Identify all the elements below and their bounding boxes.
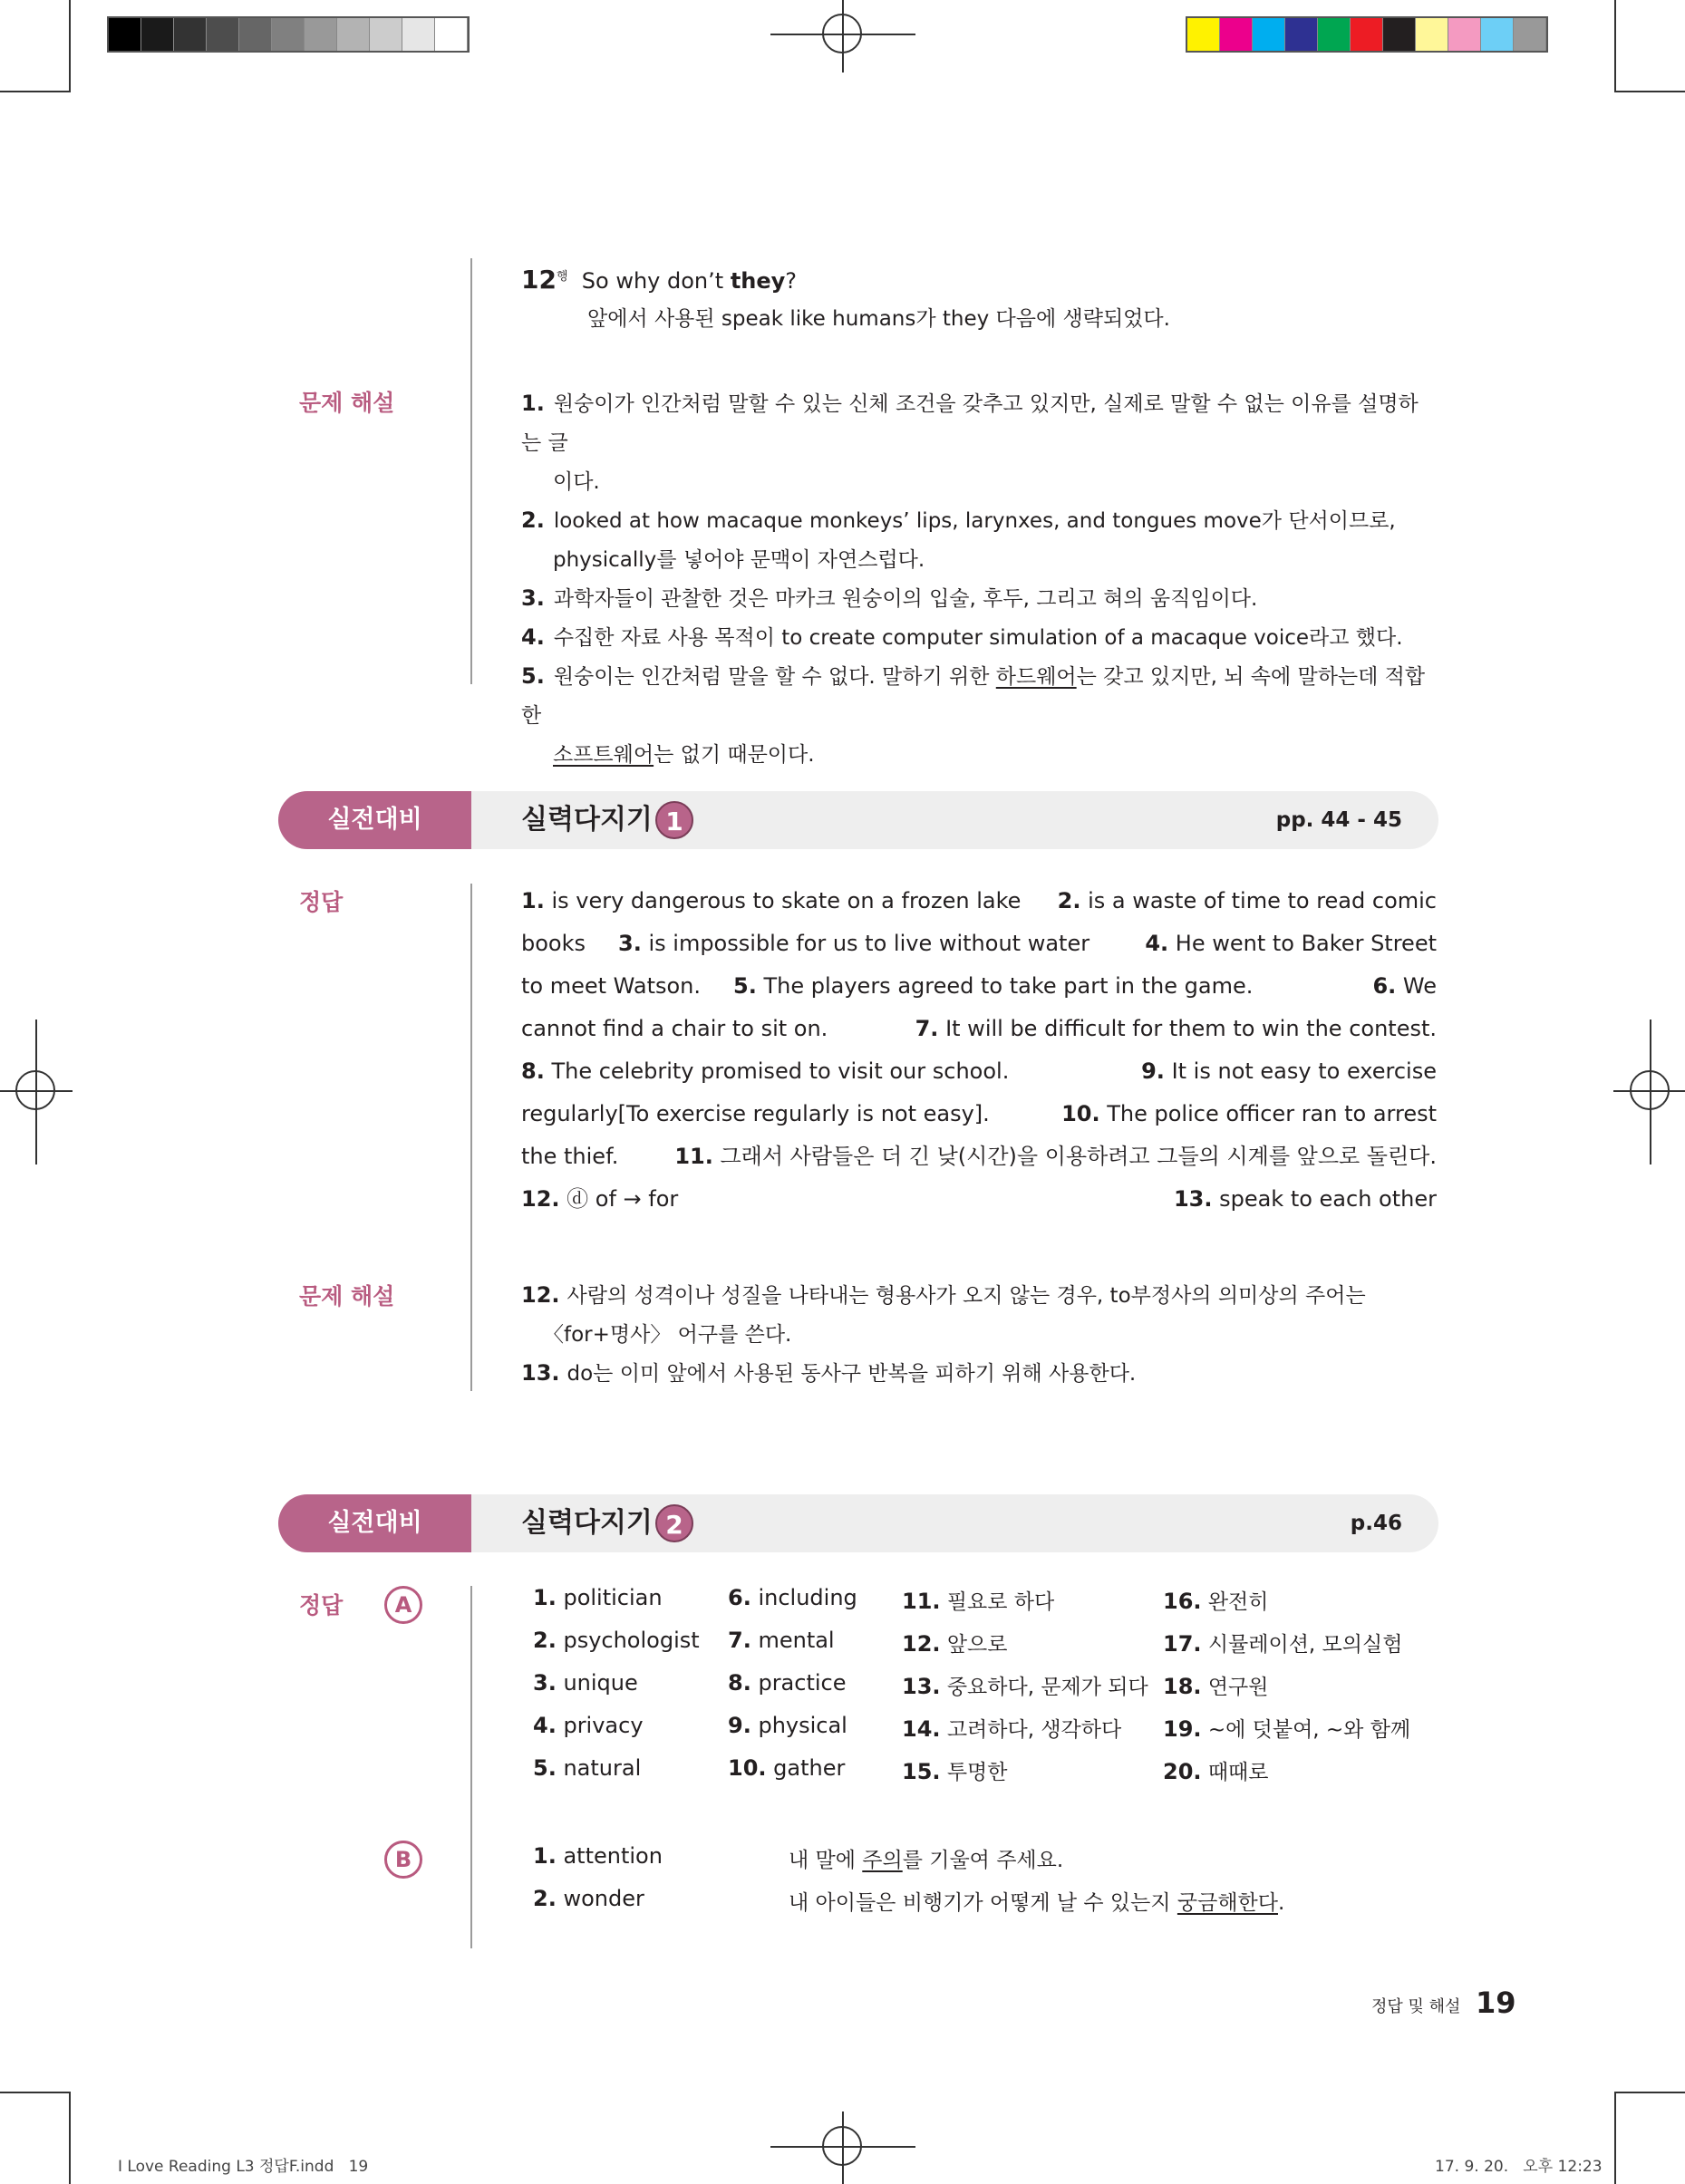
- answer-text: The players agreed to take part in the game.: [756, 973, 1254, 999]
- vocab-number: 1.: [533, 1843, 557, 1869]
- item-text: 이다.: [553, 470, 600, 494]
- explanation-item: [521, 384, 1437, 501]
- answer-text: speak to each other: [1212, 1186, 1437, 1212]
- item-text: 과학자들이 관찰한 것은 마카크 원숭이의 입술, 후두, 그리고 혀의 움직임이다.: [553, 587, 1258, 611]
- vocab-answer: 투명한: [940, 1761, 1008, 1784]
- vocab-item: [902, 1628, 1007, 1657]
- item-number: 5.: [521, 663, 545, 689]
- color-swatch: [1253, 18, 1285, 51]
- answer-number: 12.: [521, 1186, 560, 1212]
- vocab-number: 4.: [533, 1713, 557, 1738]
- vocab-number: 10.: [728, 1755, 767, 1781]
- item-text: 수집한 자료 사용 목적이 to create computer simulation of a macaque voice라고 했다.: [553, 626, 1403, 650]
- slug-date: 17. 9. 20. 오후 12:23: [1435, 2158, 1603, 2176]
- explanation-item: [521, 1354, 1437, 1393]
- answer-number: 8.: [521, 1058, 545, 1084]
- answer-text: books: [521, 931, 586, 956]
- vocab-number: 18.: [1163, 1674, 1202, 1699]
- answer-text: We: [1396, 973, 1437, 999]
- line-note: [521, 258, 1428, 338]
- crop-mark: [69, 2092, 71, 2184]
- vocab-item: [1163, 1755, 1268, 1785]
- vocab-item: [1163, 1628, 1402, 1657]
- vocab-item: [728, 1670, 847, 1696]
- answer-number: 7.: [915, 1016, 939, 1041]
- vocab-item: [902, 1755, 1007, 1785]
- sentence-underlined: 주의: [862, 1849, 903, 1872]
- gray-swatch: [207, 18, 239, 51]
- answer-number: 9.: [1141, 1058, 1165, 1084]
- answer-segment: [733, 973, 1253, 999]
- item-text: 는 없기 때문이다.: [654, 743, 815, 767]
- answer-number: 6.: [1372, 973, 1397, 999]
- vocab-answer: unique: [556, 1670, 638, 1696]
- answer-text: is a waste of time to read comic: [1080, 888, 1437, 913]
- sentence-text: 내 아이들은 비행기가 어떻게 날 수 있는지: [789, 1891, 1177, 1915]
- section-label: 문제 해설: [299, 390, 395, 416]
- answer-number: 2.: [1057, 888, 1081, 913]
- vocab-answer: 고려하다, 생각하다: [940, 1718, 1122, 1742]
- crop-mark: [1614, 0, 1616, 91]
- item-underlined: 하드웨어: [995, 665, 1077, 689]
- vocab-number: 1.: [533, 1585, 557, 1610]
- vocab-item: [533, 1755, 641, 1781]
- answer-segment: [1145, 931, 1437, 956]
- vocab-answer: privacy: [556, 1713, 644, 1738]
- item-number: 2.: [521, 507, 545, 533]
- note-text: So why don’t: [581, 268, 731, 294]
- gray-swatch: [370, 18, 402, 51]
- vocab-number: 8.: [728, 1670, 751, 1696]
- answer-text: The celebrity promised to visit our school.: [544, 1058, 1010, 1084]
- vocab-number: 13.: [902, 1674, 941, 1699]
- color-swatch: [1514, 18, 1546, 51]
- section-label: 문제 해설: [299, 1283, 395, 1309]
- item-text: 원숭이는 인간처럼 말을 할 수 없다. 말하기 위한: [553, 665, 996, 689]
- vocab-answer: 중요하다, 문제가 되다: [940, 1676, 1148, 1699]
- answer-number: 11.: [674, 1144, 713, 1169]
- answer-number: 10.: [1061, 1101, 1100, 1126]
- page-number: 19: [1476, 1986, 1516, 2020]
- answer-segment: [1061, 1101, 1437, 1126]
- item-text: physically를 넣어야 문맥이 자연스럽다.: [553, 548, 925, 572]
- vocab-number: 19.: [1163, 1716, 1202, 1742]
- gray-swatch: [305, 18, 337, 51]
- line-number: 12: [521, 265, 557, 295]
- item-number: 1.: [521, 391, 545, 416]
- vocab-number: 5.: [533, 1755, 557, 1781]
- answers-paragraph: [521, 880, 1437, 1221]
- vocab-answer: 앞으로: [940, 1633, 1008, 1657]
- answer-line: [521, 965, 1437, 1008]
- sentence-text: .: [1277, 1891, 1285, 1915]
- color-swatch: [1416, 18, 1448, 51]
- vocab-number: 2.: [533, 1886, 557, 1911]
- color-swatch-bar: [1186, 16, 1548, 53]
- example-sentence: [789, 1886, 1284, 1916]
- section-header-1: [278, 791, 1438, 849]
- answer-number: 3.: [618, 931, 642, 956]
- section-number-badge: 2: [655, 1504, 693, 1542]
- vocab-number: 7.: [728, 1628, 751, 1653]
- answer-text: It will be difficult for them to win the contest.: [938, 1016, 1437, 1041]
- slug-file-info: I Love Reading L3 정답F.indd 19: [118, 2158, 369, 2176]
- answer-text: 그래서 사람들은 더 긴 낮(시간)을 이용하려고 그들의 시계를 앞으로 돌린다.: [712, 1144, 1437, 1169]
- vocab-word: [533, 1843, 663, 1869]
- margin-rule: [470, 1586, 472, 1948]
- vocab-item: [902, 1713, 1121, 1743]
- sentence-text: 를 기울여 주세요.: [902, 1849, 1064, 1872]
- answer-segment: [674, 1144, 1437, 1169]
- page-reference: p.46: [1350, 1512, 1402, 1535]
- vocab-number: 14.: [902, 1716, 941, 1742]
- item-text: looked at how macaque monkeys’ lips, larynxes, and tongues move가 단서이므로,: [553, 509, 1396, 533]
- answer-line: [521, 1093, 1437, 1135]
- explanation-item: [521, 657, 1437, 774]
- item-number: 3.: [521, 585, 545, 611]
- gray-swatch: [402, 18, 435, 51]
- vocab-answer: mental: [751, 1628, 835, 1653]
- vocab-answer: practice: [751, 1670, 847, 1696]
- vocab-answer: politician: [556, 1585, 663, 1610]
- note-explanation: 앞에서 사용된 speak like humans가 they 다음에 생략되었다.: [587, 307, 1170, 331]
- note-text: ?: [785, 268, 798, 294]
- section-tag: 실전대비: [278, 791, 471, 849]
- section-number-badge: 1: [655, 801, 693, 839]
- color-swatch: [1187, 18, 1220, 51]
- vocab-number: 12.: [902, 1631, 941, 1657]
- answer-segment: [521, 931, 586, 956]
- color-swatch: [1448, 18, 1481, 51]
- vocab-answer: gather: [766, 1755, 846, 1781]
- gray-swatch: [109, 18, 141, 51]
- item-underlined: 소프트웨어: [553, 743, 654, 767]
- vocab-item: [533, 1713, 644, 1738]
- vocab-number: 17.: [1163, 1631, 1202, 1657]
- vocab-number: 3.: [533, 1670, 557, 1696]
- vocab-item: [728, 1755, 845, 1781]
- answer-segment: [618, 931, 1089, 956]
- color-swatch: [1220, 18, 1253, 51]
- answer-line: [521, 923, 1437, 965]
- answer-text: The police officer ran to arrest: [1099, 1101, 1437, 1126]
- vocab-number: 6.: [728, 1585, 751, 1610]
- vocab-number: 11.: [902, 1589, 941, 1614]
- crop-mark: [1614, 2092, 1616, 2184]
- vocab-answer: 때때로: [1201, 1761, 1269, 1784]
- answers-label: 정답: [299, 1592, 344, 1619]
- vocab-answer: physical: [751, 1713, 847, 1738]
- answer-segment: [521, 1144, 618, 1169]
- explanation-item: [521, 1276, 1437, 1354]
- answer-segment: [521, 1101, 990, 1126]
- crop-mark: [69, 0, 71, 91]
- vocab-answer: 완전히: [1201, 1590, 1269, 1614]
- item-text: 는 갖고 있지만, 뇌 속에 말하는데 적합한: [521, 665, 1426, 728]
- gray-swatch: [337, 18, 370, 51]
- vocab-answer: 시뮬레이션, 모의실험: [1201, 1633, 1403, 1657]
- vocab-item: [902, 1585, 1054, 1615]
- answer-segment: [521, 1058, 1009, 1084]
- vocab-answer: attention: [556, 1843, 663, 1869]
- answer-segment: [521, 973, 701, 999]
- vocab-item: [728, 1713, 847, 1738]
- margin-rule: [470, 884, 472, 1391]
- answer-number: 5.: [733, 973, 757, 999]
- gray-swatch: [174, 18, 207, 51]
- answer-segment: [1141, 1058, 1437, 1084]
- answer-text: is impossible for us to live without water: [641, 931, 1090, 956]
- part-b-badge: B: [384, 1841, 422, 1879]
- answers-label: 정답: [299, 889, 344, 915]
- item-number: 12.: [521, 1282, 560, 1308]
- crop-mark: [0, 91, 71, 92]
- vocab-item: [533, 1628, 700, 1653]
- section-title: 실력다지기: [521, 804, 653, 836]
- answer-text: He went to Baker Street: [1168, 931, 1437, 956]
- vocab-answer: wonder: [556, 1886, 644, 1911]
- item-number: 4.: [521, 624, 545, 650]
- section-tag: 실전대비: [278, 1494, 471, 1552]
- vocab-number: 2.: [533, 1628, 557, 1653]
- color-swatch: [1318, 18, 1351, 51]
- vocab-answer: 연구원: [1201, 1676, 1269, 1699]
- item-text: 사람의 성격이나 성질을 나타내는 형용사가 오지 않는 경우, to부정사의 의미상의 주어는: [567, 1284, 1366, 1308]
- color-swatch: [1351, 18, 1383, 51]
- answer-text: the thief.: [521, 1144, 619, 1169]
- vocab-item: [1163, 1713, 1410, 1743]
- vocab-item: [1163, 1585, 1268, 1615]
- gray-swatch: [435, 18, 468, 51]
- sentence-underlined: 궁금해한다: [1177, 1891, 1278, 1915]
- gray-swatch: [239, 18, 272, 51]
- crop-mark: [0, 2092, 71, 2093]
- footer-label: 정답 및 해설: [1371, 1997, 1461, 2016]
- vocab-word: [533, 1886, 644, 1911]
- answer-text: ⓓ of → for: [559, 1186, 679, 1212]
- item-text: do는 이미 앞에서 사용된 동사구 반복을 피하기 위해 사용한다.: [567, 1362, 1137, 1386]
- vocab-item: [728, 1628, 835, 1653]
- answer-text: It is not easy to exercise: [1164, 1058, 1437, 1084]
- vocab-answer: natural: [556, 1755, 642, 1781]
- section-title: 실력다지기: [521, 1507, 653, 1539]
- vocab-number: 9.: [728, 1713, 751, 1738]
- vocab-answer: psychologist: [556, 1628, 700, 1653]
- sentence-text: 내 말에: [789, 1849, 863, 1872]
- answer-text: regularly[To exercise regularly is not easy].: [521, 1101, 990, 1126]
- color-swatch: [1481, 18, 1514, 51]
- answer-line: [521, 1178, 1437, 1221]
- answer-line: [521, 1135, 1437, 1178]
- answer-segment: [521, 1016, 828, 1041]
- answer-number: 1.: [521, 888, 545, 913]
- answer-segment: [1174, 1186, 1437, 1212]
- answer-segment: [915, 1016, 1437, 1041]
- answer-line: [521, 880, 1437, 923]
- vocab-answer: 필요로 하다: [940, 1590, 1055, 1614]
- vocab-answer: ~에 덧붙여, ~와 함께: [1201, 1718, 1411, 1742]
- example-sentence: [789, 1843, 1063, 1873]
- explanation-item: [521, 501, 1437, 579]
- answer-line: [521, 1008, 1437, 1050]
- crop-mark: [1614, 2092, 1685, 2093]
- answer-text: cannot find a chair to sit on.: [521, 1016, 828, 1041]
- note-emphasis: they: [730, 268, 786, 294]
- answer-segment: [1372, 973, 1437, 999]
- item-text: 원숭이가 인간처럼 말할 수 있는 신체 조건을 갖추고 있지만, 실제로 말할 수 없는 이유를 설명하는 글: [521, 392, 1419, 455]
- answer-number: 4.: [1145, 931, 1169, 956]
- answer-text: is very dangerous to skate on a frozen lake: [544, 888, 1022, 913]
- answer-segment: [1058, 888, 1437, 913]
- vocab-item: [1163, 1670, 1268, 1700]
- explanation-item: [521, 579, 1437, 618]
- answer-segment: [521, 1186, 678, 1212]
- gray-swatch: [141, 18, 174, 51]
- vocab-item: [533, 1585, 663, 1610]
- vocab-number: 16.: [1163, 1589, 1202, 1614]
- explanation-item: [521, 618, 1437, 657]
- item-text: 〈for+명사〉 어구를 쓴다.: [543, 1323, 792, 1347]
- answer-line: [521, 1050, 1437, 1093]
- color-swatch: [1383, 18, 1416, 51]
- vocab-number: 15.: [902, 1759, 941, 1784]
- gray-swatch: [272, 18, 305, 51]
- grayscale-swatch-bar: [107, 16, 470, 53]
- vocab-number: 20.: [1163, 1759, 1202, 1784]
- vocab-item: [728, 1585, 857, 1610]
- vocab-answer: including: [751, 1585, 857, 1610]
- explanation-list: [521, 1276, 1437, 1393]
- section-header-2: [278, 1494, 1438, 1552]
- page-reference: pp. 44 - 45: [1275, 808, 1402, 832]
- answer-text: to meet Watson.: [521, 973, 702, 999]
- item-number: 13.: [521, 1360, 560, 1386]
- answer-segment: [521, 888, 1021, 913]
- vocab-item: [533, 1670, 638, 1696]
- answer-number: 13.: [1173, 1186, 1213, 1212]
- margin-rule: [470, 258, 472, 684]
- crop-mark: [1614, 91, 1685, 92]
- explanation-list: [521, 384, 1437, 774]
- vocab-item: [902, 1670, 1148, 1700]
- line-unit: 행: [556, 270, 568, 284]
- part-a-badge: A: [384, 1586, 422, 1624]
- color-swatch: [1285, 18, 1318, 51]
